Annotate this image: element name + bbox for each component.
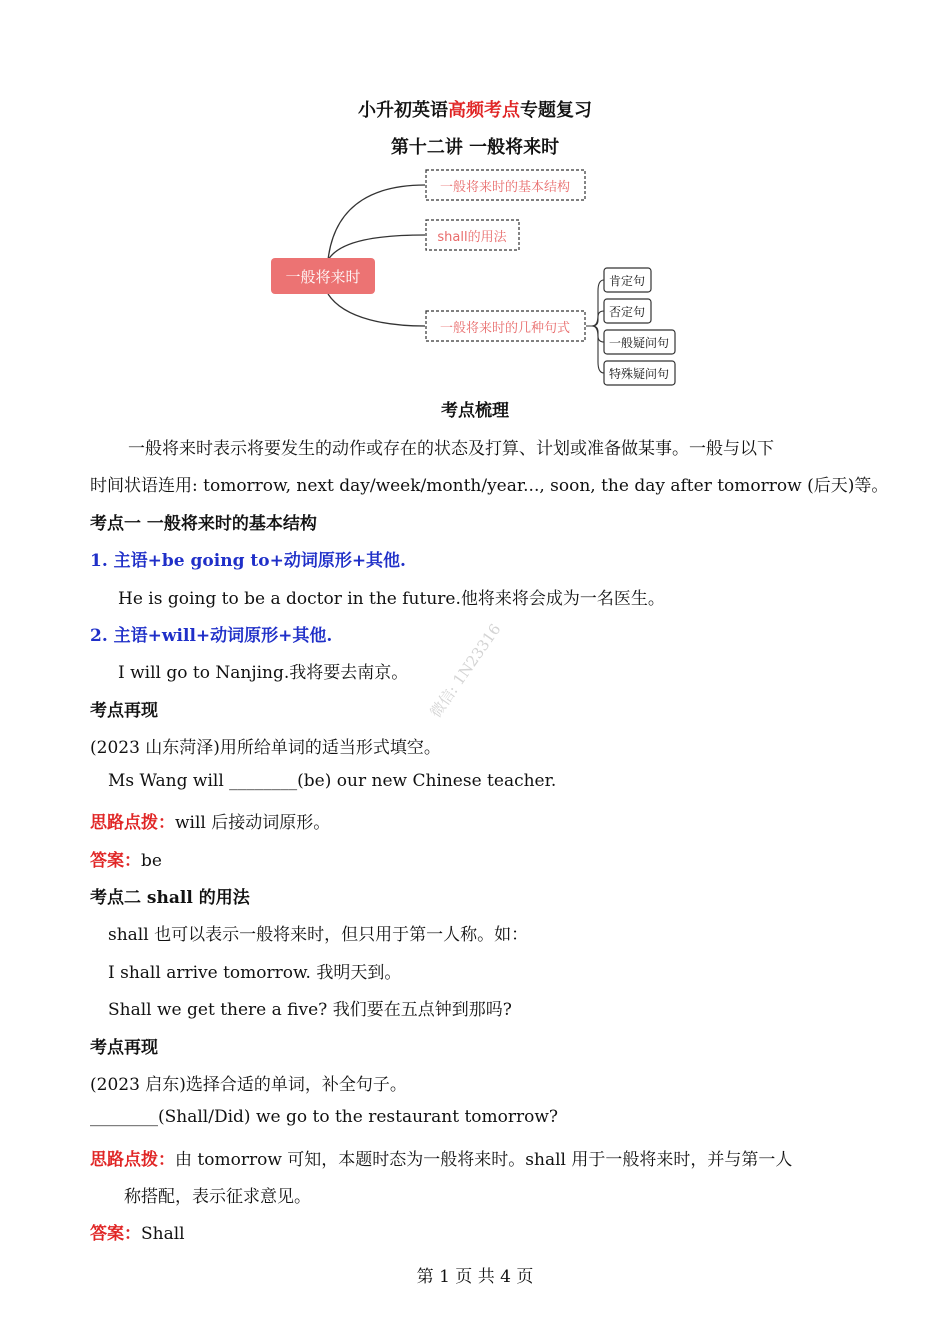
intro-line-1: 一般将来时表示将要发生的动作或存在的状态及打算、计划或准备做某事。一般与以下 bbox=[128, 439, 774, 459]
point1-hint-label: 思路点拨： bbox=[90, 813, 175, 833]
point1-hint-text: will 后接动词原形。 bbox=[175, 813, 331, 833]
title-suffix: 专题复习 bbox=[520, 100, 592, 121]
mindmap-branch-sentences-label: 一般将来时的几种句式 bbox=[439, 321, 571, 336]
title-prefix: 小升初英语 bbox=[358, 100, 448, 121]
point1-question-source: (2023 山东菏泽)用所给单词的适当形式填空。 bbox=[90, 738, 441, 758]
point2-hint-label: 思路点拨： bbox=[90, 1150, 175, 1170]
point2-hint-text-2: 称搭配，表示征求意见。 bbox=[124, 1187, 311, 1207]
point2-question-source: (2023 启东)选择合适的单词，补全句子。 bbox=[90, 1075, 407, 1095]
mindmap-sub-wh-question-label: 特殊疑问句 bbox=[608, 367, 670, 381]
point2-question: ________(Shall/Did) we go to the restaurant tomorrow? bbox=[90, 1107, 559, 1127]
point2-hint bbox=[90, 1145, 792, 1170]
point2-answer bbox=[90, 1219, 185, 1244]
section-title: 考点梳理 bbox=[441, 401, 509, 421]
point1-rule-2: 2. 主语+will+动词原形+其他. bbox=[90, 626, 333, 646]
point2-heading: 考点二 shall 的用法 bbox=[90, 888, 250, 908]
point2-example-2: Shall we get there a five? 我们要在五点钟到那吗? bbox=[108, 1000, 512, 1020]
point1-example-2: I will go to Nanjing.我将要去南京。 bbox=[118, 663, 409, 683]
point2-answer-text: Shall bbox=[141, 1224, 185, 1244]
lecture-title: 第十二讲 一般将来时 bbox=[390, 137, 560, 158]
point1-review-heading: 考点再现 bbox=[90, 701, 158, 721]
mindmap-sub-affirmative-label: 肯定句 bbox=[608, 274, 646, 288]
mindmap-branch-shall-label: shall的用法 bbox=[437, 230, 507, 245]
point2-example-1: I shall arrive tomorrow. 我明天到。 bbox=[108, 963, 402, 983]
point1-heading: 考点一 一般将来时的基本结构 bbox=[90, 514, 317, 534]
mindmap-sub-yesno-question-label: 一般疑问句 bbox=[608, 336, 670, 350]
point1-example-1: He is going to be a doctor in the future.他将来将会成为一名医生。 bbox=[118, 589, 665, 609]
mindmap-branch-structure-label: 一般将来时的基本结构 bbox=[439, 180, 571, 195]
point2-desc: shall 也可以表示一般将来时，但只用于第一人称。如： bbox=[108, 925, 529, 945]
point1-answer-label: 答案： bbox=[90, 851, 141, 871]
intro-line-2: 时间状语连用: tomorrow, next day/week/month/year..., soon, the day after tomorrow (后天)等。 bbox=[90, 476, 889, 496]
point2-review-heading: 考点再现 bbox=[90, 1038, 158, 1058]
point1-answer bbox=[90, 846, 162, 871]
page-footer: 第 1 页 共 4 页 bbox=[416, 1267, 534, 1287]
mindmap-root-label: 一般将来时 bbox=[285, 268, 361, 286]
point1-hint bbox=[90, 808, 330, 833]
title-highlight: 高频考点 bbox=[448, 100, 520, 121]
watermark: 微信: 1N23316 bbox=[426, 620, 505, 722]
point2-hint-text-1: 由 tomorrow 可知，本题时态为一般将来时。shall 用于一般将来时，并与第一人 bbox=[175, 1150, 793, 1170]
point1-rule-1: 1. 主语+be going to+动词原形+其他. bbox=[90, 551, 406, 571]
mindmap bbox=[0, 160, 950, 390]
point1-question: Ms Wang will ________(be) our new Chinese teacher. bbox=[108, 771, 557, 791]
point1-answer-text: be bbox=[141, 851, 162, 871]
mindmap-sub-negative-label: 否定句 bbox=[608, 305, 646, 319]
point2-answer-label: 答案： bbox=[90, 1224, 141, 1244]
document-title bbox=[0, 96, 950, 122]
